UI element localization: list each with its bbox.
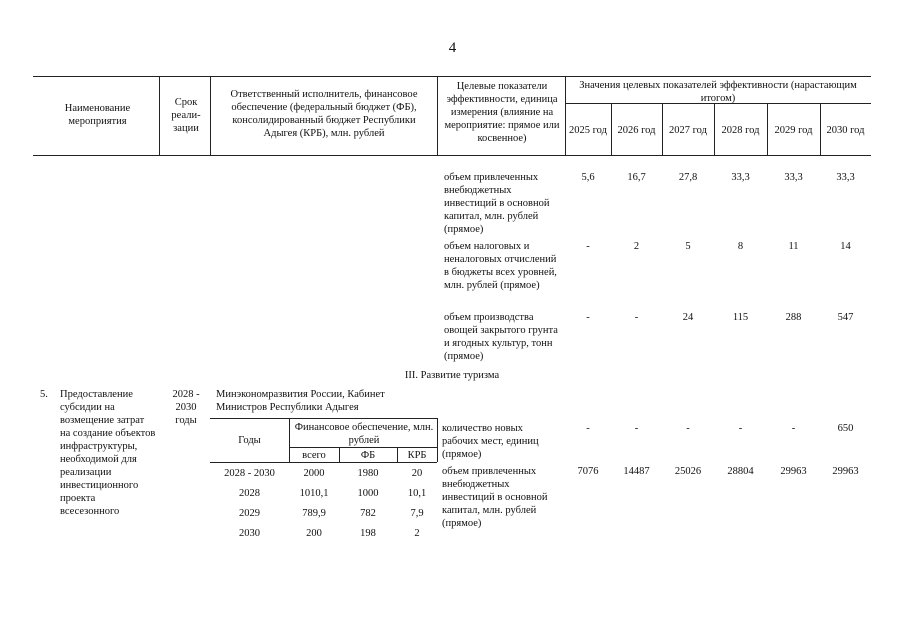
value-cell: 650 — [837, 423, 854, 434]
fin-row-total: 789,9 — [302, 508, 326, 519]
value-cell: 29963 — [832, 466, 859, 477]
fin-row-krb: 2 — [414, 528, 420, 539]
value-cell: 7076 — [577, 466, 599, 477]
value-cell: 2 — [633, 241, 640, 252]
header-values: Значения целевых показателей эффективности (нарастающим итогом) — [579, 80, 857, 104]
indicator-text: количество новых рабочих мест, единиц (прямое) — [442, 423, 539, 460]
fin-header-divider — [289, 447, 437, 448]
value-cell: - — [586, 312, 590, 323]
item-term: 2028 - 2030 годы — [172, 389, 200, 426]
value-cell: 288 — [785, 312, 802, 323]
value-cell: 5 — [685, 241, 691, 252]
header-bottom-border — [33, 155, 871, 156]
page-number: 4 — [448, 40, 457, 56]
fin-row-year: 2028 - 2030 — [224, 468, 275, 479]
indicator-text: объем производства овощей закрытого грунта и ягодных культур, тонн (прямое) — [444, 312, 558, 362]
fin-row-total: 1010,1 — [299, 488, 329, 499]
indicator-text: объем привлеченных внебюджетных инвестиций в основной капитал, млн. рублей (прямое) — [442, 466, 548, 529]
section-title: III. Развитие туризма — [404, 370, 500, 381]
year-header: 2027 год — [669, 125, 707, 136]
fin-row-year: 2030 — [239, 528, 260, 539]
header-name: Наименование мероприятия — [64, 103, 131, 127]
fin-row-krb: 10,1 — [407, 488, 427, 499]
year-header: 2029 год — [774, 125, 813, 136]
value-cell: 27,8 — [678, 172, 698, 183]
fin-header-bottom — [210, 462, 437, 463]
fin-header-krb: КРБ — [407, 450, 427, 461]
fin-row-total: 200 — [306, 528, 322, 539]
value-cell: 33,3 — [784, 172, 803, 183]
year-header: 2028 год — [721, 125, 760, 136]
fin-row-fb: 1000 — [357, 488, 379, 499]
value-cell: 25026 — [674, 466, 702, 477]
value-cell: - — [586, 241, 590, 252]
item-responsible: Минэкономразвития России, Кабинет Министров Республики Адыгея — [216, 389, 385, 413]
fin-row-fb: 198 — [360, 528, 376, 539]
fin-header-total: всего — [302, 450, 326, 461]
value-cell: - — [686, 423, 690, 434]
value-cell: 547 — [837, 312, 854, 323]
item-number: 5. — [40, 389, 48, 400]
value-cell: - — [634, 312, 639, 323]
fin-row-krb: 20 — [411, 468, 423, 479]
item-name: Предоставление субсидии на возмещение затрат на создание объектов инфраструктуры, необходимой для реализации инвестиционного проекта всесезонного — [60, 389, 156, 517]
indicator-text: объем привлеченных внебюджетных инвестиций в основной капитал, млн. рублей (прямое) — [444, 172, 550, 235]
header-targets: Целевые показатели эффективности, единица измерения (влияние на мероприятие: прямое или косвенное) — [444, 81, 560, 144]
value-cell: - — [634, 423, 639, 434]
value-cell: 29963 — [780, 466, 807, 477]
value-cell: 11 — [788, 241, 799, 252]
value-cell: 24 — [682, 312, 694, 323]
year-header: 2026 год — [617, 125, 656, 136]
fin-row-krb: 7,9 — [410, 508, 424, 519]
fin-row-year: 2029 — [239, 508, 260, 519]
value-cell: - — [791, 423, 796, 434]
header-term: Срок реали-зации — [171, 97, 201, 134]
year-header: 2030 год — [826, 125, 865, 136]
value-cell: 16,7 — [627, 172, 646, 183]
value-cell: - — [738, 423, 743, 434]
value-cell: 14487 — [623, 466, 650, 477]
fin-row-total: 2000 — [303, 468, 325, 479]
fin-header-fb: ФБ — [360, 450, 376, 461]
fin-table-top — [210, 418, 437, 419]
value-cell: 33,3 — [836, 172, 855, 183]
value-cell: 33,3 — [731, 172, 750, 183]
value-cell: 14 — [840, 241, 851, 252]
indicator-text: объем налоговых и неналоговых отчислений в бюджеты всех уровней, млн. рублей (прямое) — [444, 241, 557, 291]
year-header: 2025 год — [569, 125, 607, 136]
fin-header-finance: Финансовое обеспечение, млн. рублей — [294, 422, 434, 446]
value-cell: - — [586, 423, 590, 434]
value-cell: 8 — [737, 241, 744, 252]
fin-row-fb: 1980 — [357, 468, 379, 479]
header-responsible: Ответственный исполнитель, финансовое обеспечение (федеральный бюджет (ФБ), консолидированный бюджет Республики Адыгея (КРБ), млн. рублей — [230, 89, 418, 139]
fin-row-year: 2028 — [239, 488, 260, 499]
fin-header-years: Годы — [238, 435, 261, 446]
value-cell: 115 — [732, 312, 749, 323]
value-cell: 5,6 — [581, 172, 595, 183]
value-cell: 28804 — [727, 466, 754, 477]
fin-row-fb: 782 — [360, 508, 376, 519]
